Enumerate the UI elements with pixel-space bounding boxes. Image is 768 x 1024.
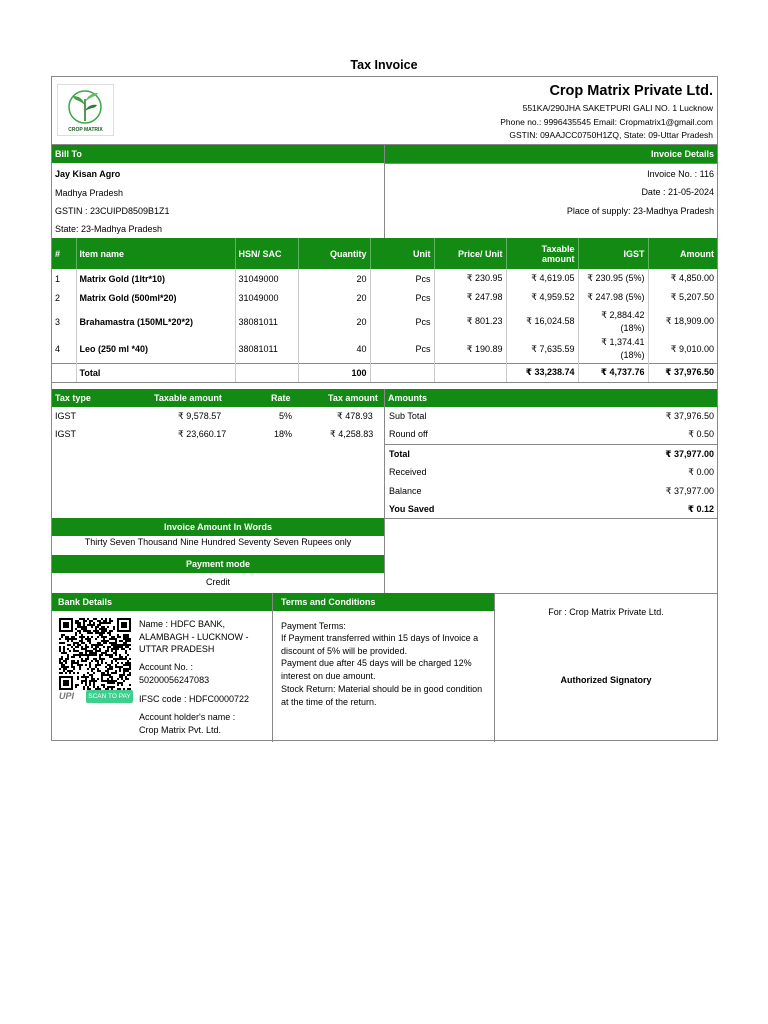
item-qty: 20 xyxy=(298,269,370,288)
signatory-company: For : Crop Matrix Private Ltd. xyxy=(548,607,664,617)
item-hsn: 31049000 xyxy=(235,269,298,288)
amount-total-label: Total xyxy=(389,449,410,459)
bill-to-header: Bill To xyxy=(52,145,384,163)
table-row xyxy=(52,288,717,307)
col-price: Price/ Unit xyxy=(434,238,506,269)
row-number: 1 xyxy=(52,269,76,288)
total-row xyxy=(52,363,717,382)
divider xyxy=(384,145,385,238)
terms-line: If Payment transferred within 15 days of Invoice a discount of 5% will be provided. xyxy=(281,633,479,656)
item-name: Matrix Gold (1ltr*10) xyxy=(76,269,235,288)
item-price: ₹ 801.23 xyxy=(434,307,506,336)
amount-total-value: ₹ 37,977.00 xyxy=(665,449,714,459)
item-name: Matrix Gold (500ml*20) xyxy=(76,288,235,307)
item-igst: ₹ 247.98 (5%) xyxy=(578,288,648,307)
account-number: 50200056247083 xyxy=(139,675,210,685)
table-row xyxy=(52,336,717,363)
company-address: 551KA/290JHA SAKETPURI GALI NO. 1 Lucknow xyxy=(522,103,713,113)
divider xyxy=(384,389,385,518)
item-qty: 20 xyxy=(298,288,370,307)
tax-type-header: Tax type xyxy=(55,393,91,403)
upi-logo: UPI xyxy=(59,691,75,701)
payment-qr-code[interactable] xyxy=(59,618,131,690)
item-price: ₹ 230.95 xyxy=(434,269,506,288)
total-igst: ₹ 4,737.76 xyxy=(578,363,648,382)
balance-value: ₹ 37,977.00 xyxy=(665,486,714,496)
bank-details-header: Bank Details xyxy=(52,593,272,611)
divider xyxy=(384,518,385,593)
item-hsn: 31049000 xyxy=(235,288,298,307)
company-header xyxy=(52,77,717,145)
item-unit: Pcs xyxy=(370,288,434,307)
terms-header: Terms and Conditions xyxy=(273,593,494,611)
total-spacer xyxy=(52,363,76,382)
col-quantity: Quantity xyxy=(298,238,370,269)
terms-line: Stock Return: Material should be in good condition at the time of the return. xyxy=(281,684,483,707)
total-taxable: ₹ 33,238.74 xyxy=(506,363,578,382)
tax-amount-header: Tax amount xyxy=(328,393,378,403)
bill-to-gstin: GSTIN : 23CUIPD8509B1Z1 xyxy=(55,206,170,216)
bill-to-state: State: 23-Madhya Pradesh xyxy=(55,224,163,234)
tax-type: IGST xyxy=(55,429,77,439)
item-taxable: ₹ 4,959.52 xyxy=(506,288,578,307)
divider xyxy=(385,444,717,445)
items-table xyxy=(52,238,717,383)
item-unit: Pcs xyxy=(370,336,434,363)
sub-total-value: ₹ 37,976.50 xyxy=(665,411,714,421)
page-title: Tax Invoice xyxy=(350,58,418,72)
terms-line: Payment due after 45 days will be charged 12% interest on due amount. xyxy=(281,658,472,681)
account-label: Account No. : xyxy=(139,662,194,672)
amount-in-words: Thirty Seven Thousand Nine Hundred Seventy Seven Rupees only xyxy=(84,537,352,547)
table-row xyxy=(52,307,717,336)
table-row xyxy=(52,269,717,288)
item-igst: ₹ 230.95 (5%) xyxy=(578,269,648,288)
item-hsn: 38081011 xyxy=(235,307,298,336)
amount-in-words-header: Invoice Amount In Words xyxy=(52,518,384,536)
holder-label: Account holder's name : xyxy=(139,712,236,722)
saved-label: You Saved xyxy=(389,504,435,514)
bill-to-region: Madhya Pradesh xyxy=(55,188,124,198)
tax-amount: ₹ 4,258.83 xyxy=(330,429,374,439)
amounts-header: Amounts xyxy=(385,389,717,407)
tax-rate: 5% xyxy=(279,411,293,421)
row-number: 3 xyxy=(52,307,76,336)
item-price: ₹ 247.98 xyxy=(434,288,506,307)
col-hsn: HSN/ SAC xyxy=(235,238,298,269)
col-amount: Amount xyxy=(648,238,717,269)
col-taxable: Taxable amount xyxy=(506,238,578,269)
company-gstin: GSTIN: 09AAJCC0750H1ZQ, State: 09-Uttar Pradesh xyxy=(509,130,713,140)
col-number: # xyxy=(52,238,76,269)
tax-type: IGST xyxy=(55,411,77,421)
item-amount: ₹ 5,207.50 xyxy=(670,292,714,302)
payment-mode: Credit xyxy=(205,577,230,587)
item-taxable: ₹ 7,635.59 xyxy=(506,336,578,363)
invoice-date: Date : 21-05-2024 xyxy=(641,187,714,197)
item-igst: ₹ 2,884.42 (18%) xyxy=(578,307,648,336)
item-name: Brahamastra (150ML*20*2) xyxy=(76,307,235,336)
tax-rate: 18% xyxy=(274,429,293,439)
item-price: ₹ 190.89 xyxy=(434,336,506,363)
row-number: 2 xyxy=(52,288,76,307)
ifsc-code: IFSC code : HDFC0000722 xyxy=(139,694,250,704)
place-of-supply: Place of supply: 23-Madhya Pradesh xyxy=(566,206,714,216)
received-label: Received xyxy=(389,467,427,477)
company-name: Crop Matrix Private Ltd. xyxy=(549,83,713,99)
col-item-name: Item name xyxy=(76,238,235,269)
received-value: ₹ 0.00 xyxy=(688,467,714,477)
company-contact: Phone no.: 9996435545 Email: Cropmatrix1@gmail.com xyxy=(500,117,713,127)
item-igst: ₹ 1,374.41 (18%) xyxy=(578,336,648,363)
payment-mode-header: Payment mode xyxy=(52,555,384,573)
sub-total-label: Sub Total xyxy=(389,411,427,421)
scan-to-pay-label: SCAN TO PAY xyxy=(86,690,133,703)
tax-amount: ₹ 478.93 xyxy=(337,411,373,421)
balance-label: Balance xyxy=(389,486,422,496)
item-amount: ₹ 18,909.00 xyxy=(665,316,714,326)
company-logo xyxy=(57,84,114,136)
logo-text: CROP MATRIX xyxy=(68,127,103,133)
item-qty: 40 xyxy=(298,336,370,363)
item-amount: ₹ 4,850.00 xyxy=(670,273,714,283)
item-unit: Pcs xyxy=(370,269,434,288)
item-unit: Pcs xyxy=(370,307,434,336)
tax-taxable-header: Taxable amount xyxy=(154,393,222,403)
bill-to-name: Jay Kisan Agro xyxy=(55,169,121,179)
item-hsn: 38081011 xyxy=(235,336,298,363)
bank-name: Name : HDFC BANK, ALAMBAGH - LUCKNOW - UTTAR PRADESH xyxy=(139,619,249,654)
authorized-signatory: Authorized Signatory xyxy=(560,675,652,685)
col-unit: Unit xyxy=(370,238,434,269)
total-spacer xyxy=(235,363,298,382)
total-amount: ₹ 37,976.50 xyxy=(648,363,717,382)
item-name: Leo (250 ml *40) xyxy=(76,336,235,363)
item-taxable: ₹ 16,024.58 xyxy=(506,307,578,336)
divider xyxy=(385,163,717,164)
total-spacer xyxy=(434,363,506,382)
total-label: Total xyxy=(76,363,235,382)
item-qty: 20 xyxy=(298,307,370,336)
total-qty: 100 xyxy=(298,363,370,382)
col-igst: IGST xyxy=(578,238,648,269)
holder-name: Crop Matrix Pvt. Ltd. xyxy=(139,725,222,735)
tax-rate-header: Rate xyxy=(271,393,291,403)
divider xyxy=(272,593,273,742)
terms-line: Payment Terms: xyxy=(281,621,346,631)
upi-badge xyxy=(59,690,134,704)
round-off-value: ₹ 0.50 xyxy=(688,429,714,439)
round-off-label: Round off xyxy=(389,429,428,439)
row-number: 4 xyxy=(52,336,76,363)
tax-taxable: ₹ 23,660.17 xyxy=(178,429,227,439)
invoice-frame xyxy=(51,76,718,741)
invoice-details-header: Invoice Details xyxy=(385,145,717,163)
invoice-number: Invoice No. : 116 xyxy=(647,169,714,179)
item-amount: ₹ 9,010.00 xyxy=(670,343,714,354)
total-spacer xyxy=(370,363,434,382)
items-header-row xyxy=(52,238,717,269)
tax-taxable: ₹ 9,578.57 xyxy=(178,411,222,421)
item-taxable: ₹ 4,619.05 xyxy=(506,269,578,288)
tax-summary-header xyxy=(52,389,384,407)
saved-value: ₹ 0.12 xyxy=(687,504,714,514)
